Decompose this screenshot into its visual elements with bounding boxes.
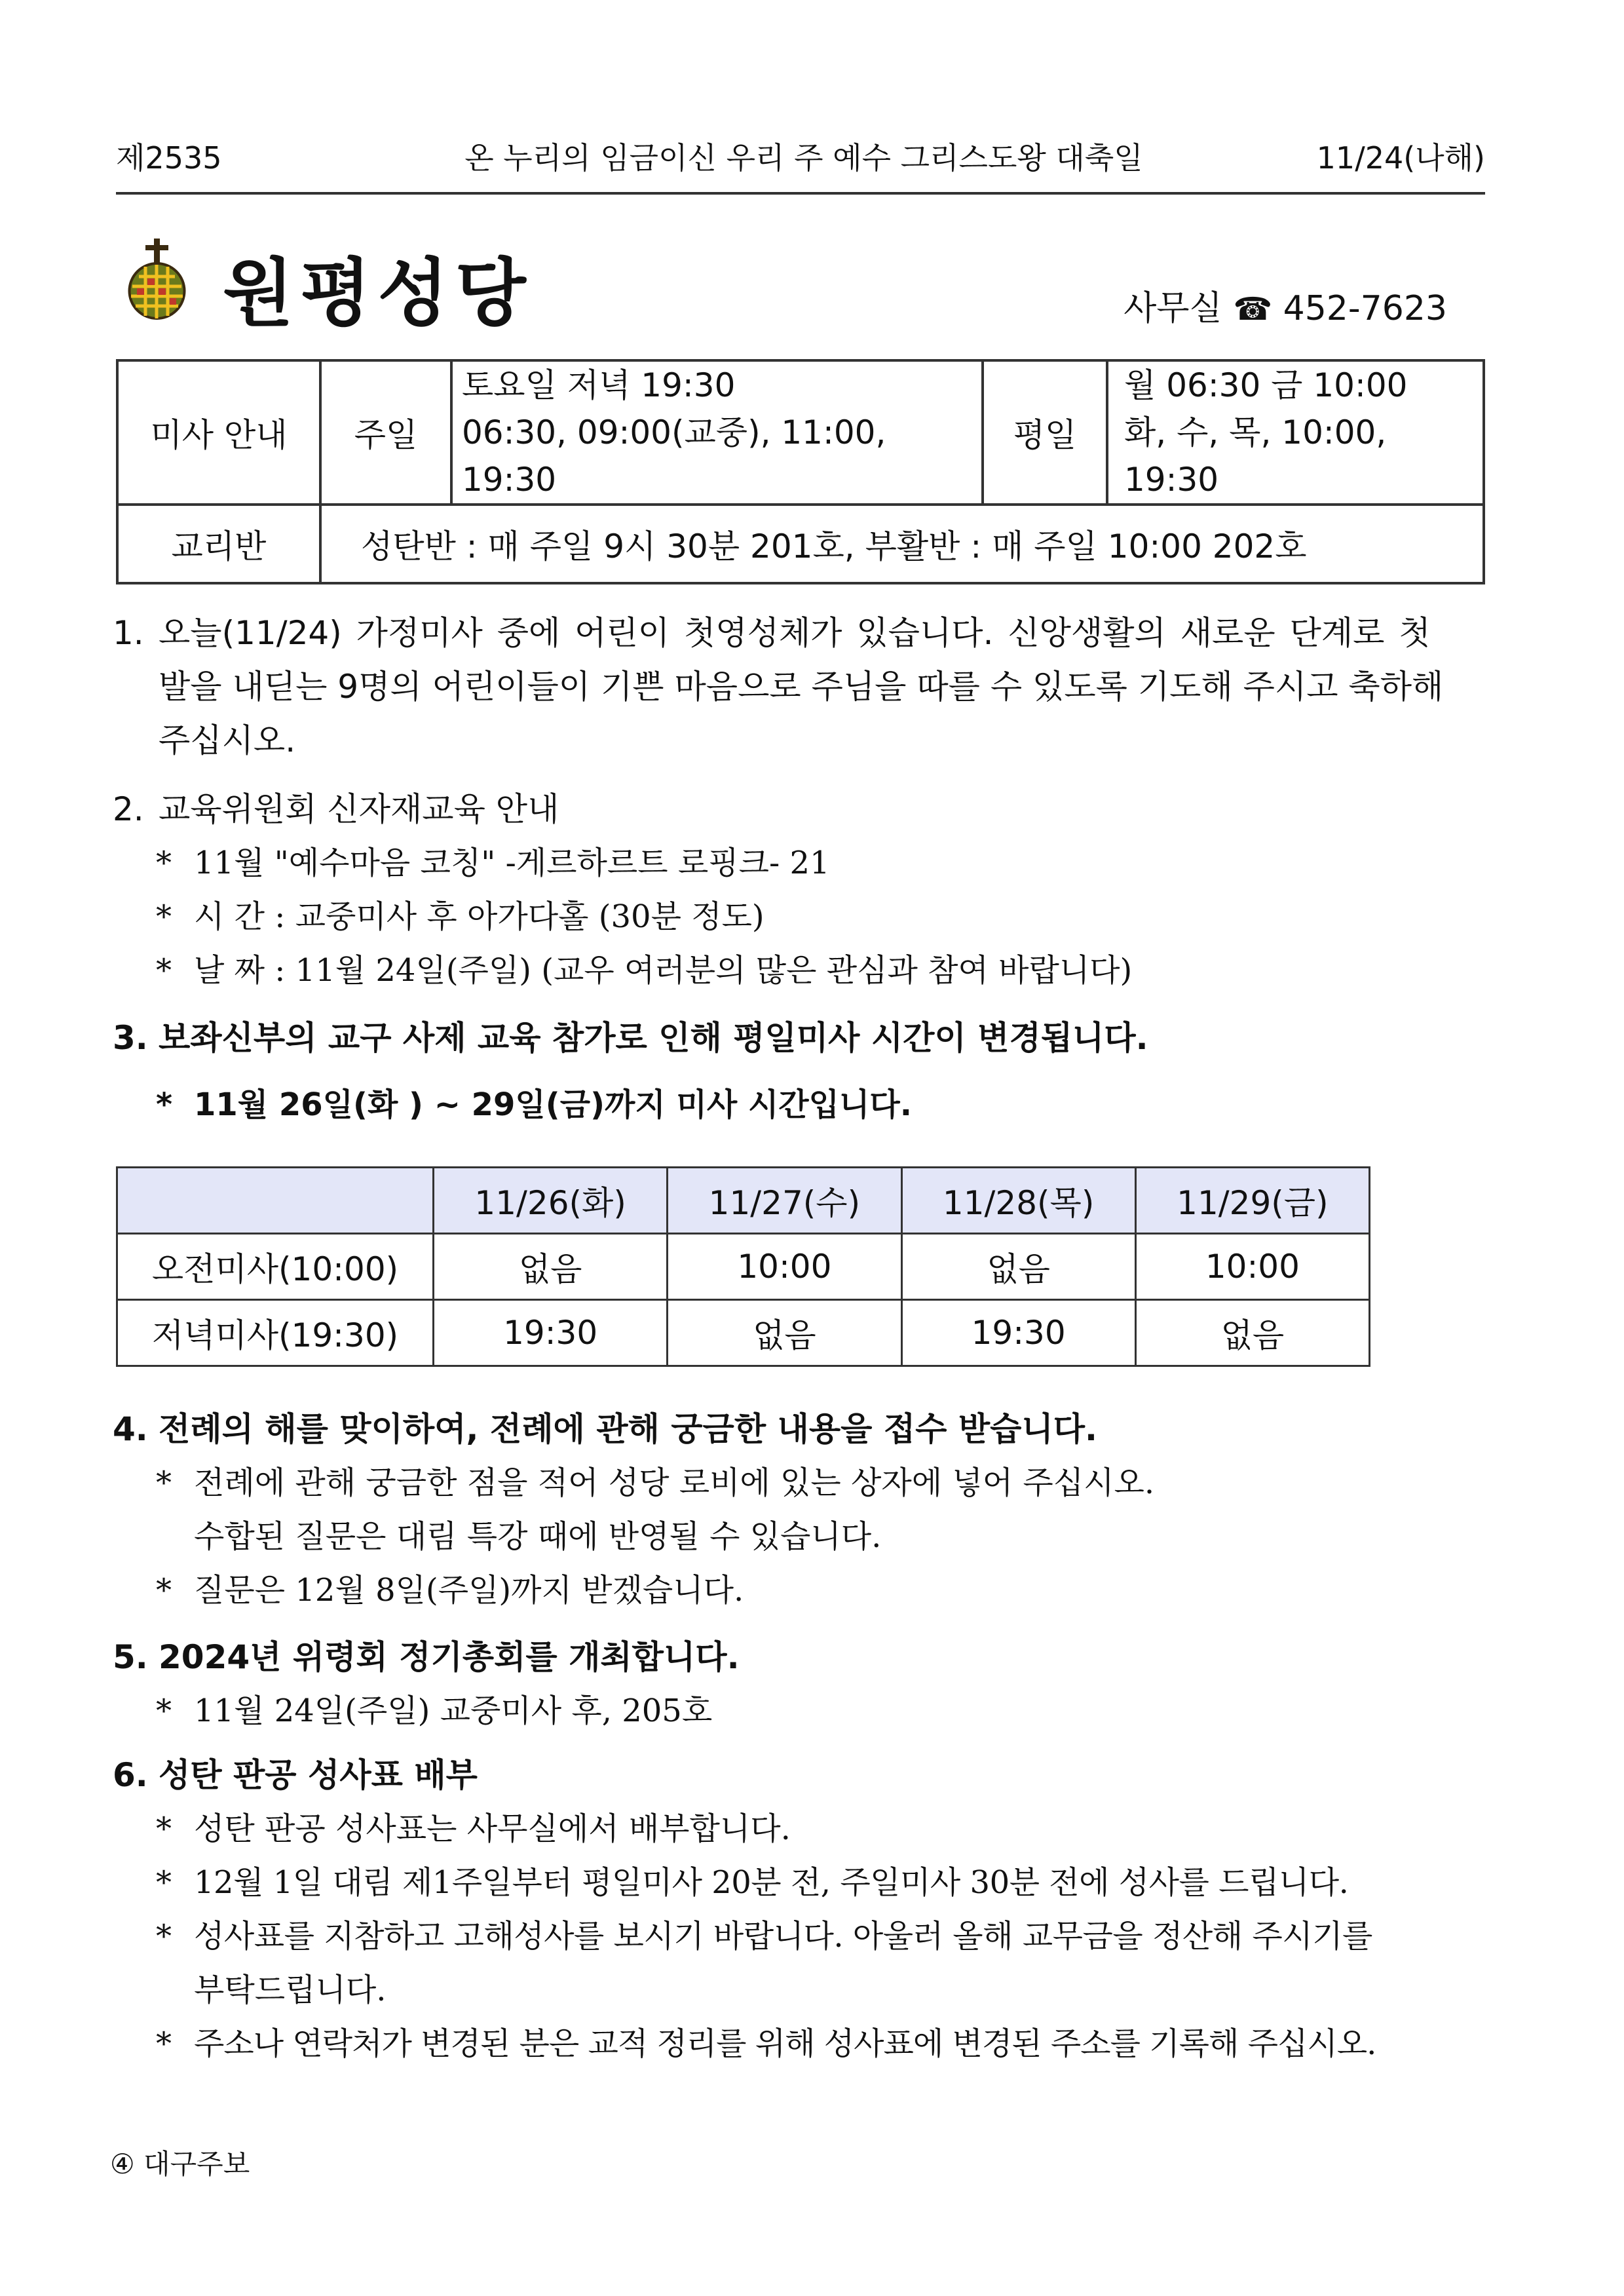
notice-number: 2. — [113, 790, 144, 828]
notice-5-title: 2024년 위령회 정기총회를 개최합니다. — [159, 1638, 740, 1676]
bullet-mark: * — [156, 1918, 172, 1955]
weekday-times-line1: 월 06:30 금 10:00 — [1124, 366, 1408, 404]
schedule-cell: 19:30 — [901, 1300, 1135, 1366]
issue-number: 제2535 — [116, 140, 222, 176]
bullet-text: 성탄 판공 성사표는 사무실에서 배부합니다. — [194, 1810, 791, 1847]
notice-6-bullet-1 — [156, 1802, 1492, 1856]
notice-4-bullet-2 — [156, 1563, 1492, 1617]
schedule-cell: 없음 — [434, 1234, 668, 1300]
notice-number: 3. — [113, 1019, 148, 1057]
notice-4 — [113, 1402, 1488, 1456]
bullet-mark: * — [156, 952, 172, 989]
bullet-mark: * — [156, 2025, 172, 2062]
notice-6-bullet-3 — [156, 1909, 1492, 2017]
feast-title: 온 누리의 임금이신 우리 주 예수 그리스도왕 대축일 — [464, 140, 1143, 176]
schedule-cell: 10:00 — [1135, 1234, 1369, 1300]
notice-3 — [113, 1011, 1488, 1065]
notice-number: 6. — [113, 1756, 148, 1794]
telephone-icon: ☎ — [1233, 291, 1273, 328]
mass-info-table — [116, 359, 1485, 584]
schedule-cell: 10:00 — [668, 1234, 901, 1300]
bullet-mark: * — [156, 1086, 173, 1123]
notice-5-bullet-1 — [156, 1684, 1492, 1738]
weekday-label: 평일 — [983, 360, 1107, 505]
bullet-mark: * — [156, 1693, 172, 1729]
schedule-row-morning — [117, 1234, 1370, 1300]
office-label: 사무실 — [1124, 289, 1222, 328]
notice-1-line3: 주십시오. — [159, 721, 296, 759]
notice-1 — [113, 606, 1488, 767]
schedule-row-label: 오전미사(10:00) — [117, 1234, 434, 1300]
schedule-cell: 19:30 — [434, 1300, 668, 1366]
notice-2-bullet-2 — [156, 890, 1492, 944]
catechism-classes: 성탄반 : 매 주일 9시 30분 201호, 부활반 : 매 주일 10:00 202호 — [320, 505, 1484, 583]
bullet-text: 11월 26일(화 ) ~ 29일(금)까지 미사 시간입니다. — [194, 1086, 913, 1123]
schedule-corner-cell — [117, 1168, 434, 1234]
notice-1-line1: 오늘(11/24) 가정미사 중에 어린이 첫영성체가 있습니다. 신앙생활의 새로운 단계로 첫 — [159, 614, 1431, 652]
schedule-row-label: 저녁미사(19:30) — [117, 1300, 434, 1366]
notice-4-title: 전례의 해를 맞이하여, 전례에 관해 궁금한 내용을 접수 받습니다. — [159, 1410, 1098, 1448]
bullet-text: 전례에 관해 궁금한 점을 적어 성당 로비에 있는 상자에 넣어 주십시오. — [194, 1464, 1155, 1501]
notice-4-bullet-1 — [156, 1456, 1492, 1563]
notice-2-bullet-1 — [156, 836, 1492, 890]
schedule-col-1126: 11/26(화) — [434, 1168, 668, 1234]
schedule-col-1128: 11/28(목) — [901, 1168, 1135, 1234]
notice-5 — [113, 1630, 1488, 1684]
schedule-col-1127: 11/27(수) — [668, 1168, 901, 1234]
parish-logo-icon — [126, 237, 188, 322]
schedule-row-evening — [117, 1300, 1370, 1366]
notice-6-bullet-2 — [156, 1856, 1492, 1909]
schedule-cell: 없음 — [901, 1234, 1135, 1300]
notice-2 — [113, 782, 1488, 836]
bulletin-header — [116, 134, 1485, 180]
bullet-text: 시 간 : 교중미사 후 아가다홀 (30분 정도) — [194, 898, 765, 935]
bullet-text-continued: 수합된 질문은 대림 특강 때에 반영될 수 있습니다. — [194, 1518, 882, 1555]
schedule-cell: 없음 — [668, 1300, 901, 1366]
sunday-label: 주일 — [320, 360, 451, 505]
bullet-text: 12월 1일 대림 제1주일부터 평일미사 20분 전, 주일미사 30분 전에 성사를 드립니다. — [194, 1864, 1349, 1901]
header-divider — [116, 192, 1485, 195]
catechism-label: 교리반 — [117, 505, 320, 583]
weekday-mass-schedule-table — [116, 1166, 1370, 1367]
mass-guide-label: 미사 안내 — [117, 360, 320, 505]
bullet-mark: * — [156, 898, 172, 935]
notice-6 — [113, 1748, 1488, 1802]
notice-6-title: 성탄 판공 성사표 배부 — [159, 1756, 478, 1794]
bullet-text: 성사표를 지참하고 고해성사를 보시기 바랍니다. 아울러 올해 교무금을 정산해 주시기를 — [194, 1918, 1372, 1955]
bullet-text: 11월 "예수마음 코칭" -게르하르트 로핑크- 21 — [194, 845, 830, 881]
bullet-mark: * — [156, 845, 172, 881]
bullet-text: 질문은 12월 8일(주일)까지 받겠습니다. — [194, 1572, 744, 1609]
notice-number: 1. — [113, 614, 144, 652]
bullet-text: 날 짜 : 11월 24일(주일) (교우 여러분의 많은 관심과 참여 바랍니다) — [194, 952, 1133, 989]
sunday-times — [451, 360, 983, 505]
schedule-cell: 없음 — [1135, 1300, 1369, 1366]
weekday-times — [1107, 360, 1484, 505]
schedule-header-row — [117, 1168, 1370, 1234]
bullet-mark: * — [156, 1464, 172, 1501]
schedule-col-1129: 11/29(금) — [1135, 1168, 1369, 1234]
bullet-text: 주소나 연락처가 변경된 분은 교적 정리를 위해 성사표에 변경된 주소를 기록해 주십시오. — [194, 2025, 1376, 2062]
notice-2-bullet-3 — [156, 944, 1492, 997]
office-contact — [1124, 280, 1447, 330]
notice-2-title: 교육위원회 신자재교육 안내 — [159, 790, 559, 828]
bullet-text-continued: 부탁드립니다. — [194, 1972, 387, 2008]
notice-3-title: 보좌신부의 교구 사제 교육 참가로 인해 평일미사 시간이 변경됩니다. — [159, 1019, 1148, 1057]
bullet-mark: * — [156, 1810, 172, 1847]
bullet-text: 11월 24일(주일) 교중미사 후, 205호 — [194, 1693, 713, 1729]
notice-3-bullet-1 — [156, 1078, 1492, 1132]
sunday-times-line2: 06:30, 09:00(교중), 11:00, 19:30 — [462, 413, 886, 499]
bullet-mark: * — [156, 1572, 172, 1609]
weekday-times-line2: 화, 수, 목, 10:00, 19:30 — [1124, 413, 1387, 499]
office-phone: 452-7623 — [1283, 289, 1447, 328]
notice-number: 5. — [113, 1638, 148, 1676]
issue-date: 11/24(나해) — [1316, 140, 1485, 176]
notice-number: 4. — [113, 1410, 148, 1448]
notice-1-line2: 발을 내딛는 9명의 어린이들이 기쁜 마음으로 주님을 따를 수 있도록 기도해 주시고 축하해 — [159, 668, 1444, 706]
bullet-mark: * — [156, 1864, 172, 1901]
notice-6-bullet-4 — [156, 2017, 1492, 2071]
page-footer: ④ 대구주보 — [110, 2148, 250, 2180]
parish-name: 원평성당 — [223, 251, 533, 336]
sunday-times-line1: 토요일 저녁 19:30 — [462, 366, 736, 404]
